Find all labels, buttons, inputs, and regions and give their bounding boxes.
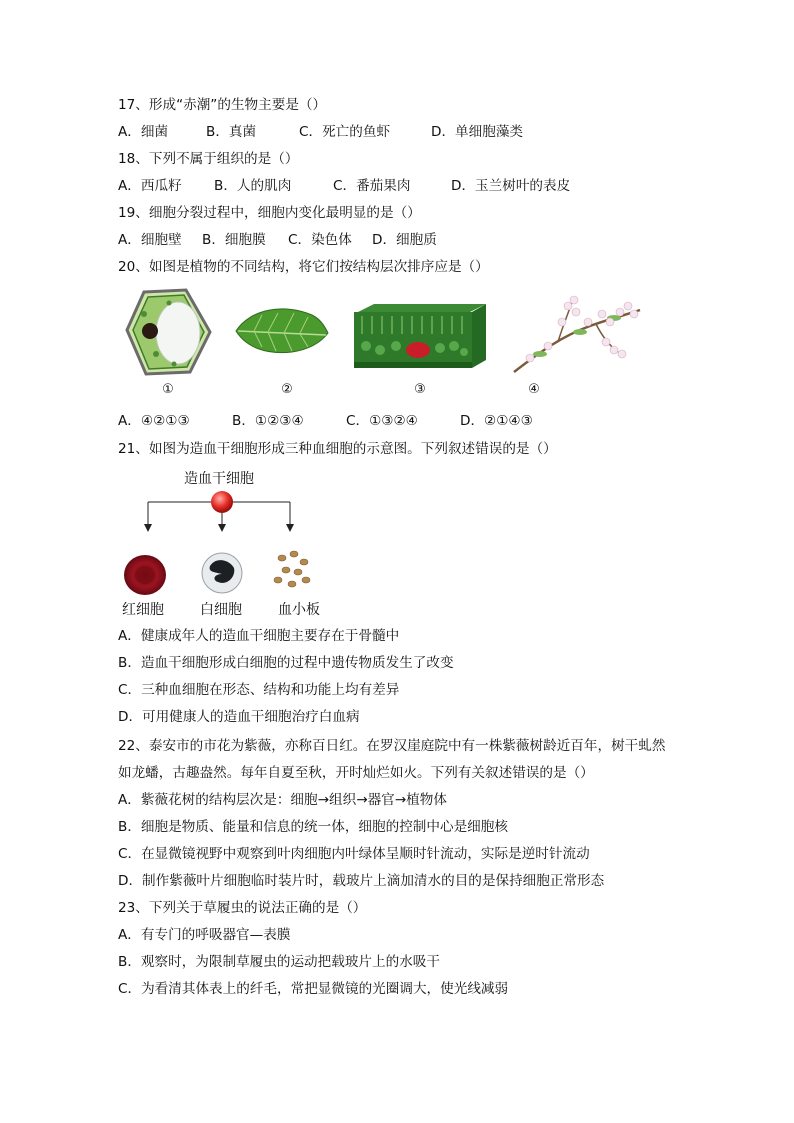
question-23-stem: 23、下列关于草履虫的说法正确的是（） (118, 900, 367, 916)
stem-cell-label: 造血干细胞 (184, 471, 254, 487)
question-23-option-c: C．为看清其体表上的纤毛，常把显微镜的光圈调大，使光线减弱 (118, 981, 509, 997)
option-a: A．④②①③ (118, 413, 190, 429)
question-21-option-d: D．可用健康人的造血干细胞治疗白血病 (118, 709, 360, 725)
leaf-tissue-figure (352, 302, 488, 374)
option-d: D．细胞质 (372, 232, 437, 248)
question-19-stem: 19、细胞分裂过程中，细胞内变化最明显的是（） (118, 205, 421, 221)
question-22-option-c: C．在显微镜视野中观察到叶肉细胞内叶绿体呈顺时针流动，实际是逆时针流动 (118, 846, 590, 862)
question-19-options (118, 231, 437, 249)
question-22-stem-line1: 22、泰安市的市花为紫薇，亦称百日红。在罗汉崖庭院中有一株紫薇树龄近百年，树干虬然 (118, 738, 666, 754)
plant-cell-figure (124, 288, 214, 378)
question-23-option-b: B．观察时，为限制草履虫的运动把载玻片上的水吸干 (118, 954, 440, 970)
question-22-option-a: A．紫薇花树的结构层次是：细胞→组织→器官→植物体 (118, 792, 447, 808)
option-c: C．死亡的鱼虾 (299, 124, 391, 140)
option-c: C．染色体 (288, 232, 352, 248)
option-c: C．①③②④ (346, 413, 418, 429)
question-17-stem: 17、形成“赤潮”的生物主要是（） (118, 97, 327, 113)
option-d: D．单细胞藻类 (431, 124, 524, 140)
question-22-option-d: D．制作紫薇叶片细胞临时装片时，载玻片上滴加清水的目的是保持细胞正常形态 (118, 873, 605, 889)
blood-cell-diagram (118, 484, 328, 596)
option-a: A．西瓜籽 (118, 178, 182, 194)
question-22-option-b: B．细胞是物质、能量和信息的统一体，细胞的控制中心是细胞核 (118, 819, 508, 835)
figure-label-1: ① (162, 382, 174, 397)
question-21-option-c: C．三种血细胞在形态、结构和功能上均有差异 (118, 682, 400, 698)
option-b: B．真菌 (206, 124, 257, 140)
question-22-stem-line2: 如龙蟠，古趣盎然。每年自夏至秋，开时灿烂如火。下列有关叙述错误的是（） (118, 765, 594, 781)
platelet-label: 血小板 (278, 602, 320, 618)
question-21-option-b: B．造血干细胞形成白细胞的过程中遗传物质发生了改变 (118, 655, 454, 671)
option-b: B．人的肌肉 (214, 178, 292, 194)
question-21-option-a: A．健康成年人的造血干细胞主要存在于骨髓中 (118, 628, 400, 644)
white-blood-cell-label: 白细胞 (200, 602, 242, 618)
leaf-figure (232, 305, 330, 355)
question-18-options (118, 177, 570, 195)
question-18-stem: 18、下列不属于组织的是（） (118, 151, 299, 167)
question-23-option-a: A．有专门的呼吸器官—表膜 (118, 927, 291, 943)
question-20-options (118, 412, 533, 430)
option-d: D．②①④③ (460, 413, 533, 429)
option-c: C．番茄果肉 (333, 178, 411, 194)
red-blood-cell-label: 红细胞 (122, 602, 164, 618)
option-b: B．①②③④ (232, 413, 304, 429)
figure-label-3: ③ (414, 382, 426, 397)
option-a: A．细胞壁 (118, 232, 182, 248)
figure-label-2: ② (281, 382, 293, 397)
question-21-stem: 21、如图为造血干细胞形成三种血细胞的示意图。下列叙述错误的是（） (118, 441, 557, 457)
option-d: D．玉兰树叶的表皮 (451, 178, 571, 194)
question-20-stem: 20、如图是植物的不同结构，将它们按结构层次排序应是（） (118, 259, 489, 275)
option-a: A．细菌 (118, 124, 169, 140)
figure-label-4: ④ (528, 382, 540, 397)
question-17-options (118, 123, 523, 141)
option-b: B．细胞膜 (202, 232, 266, 248)
flowering-branch-figure (510, 292, 644, 376)
